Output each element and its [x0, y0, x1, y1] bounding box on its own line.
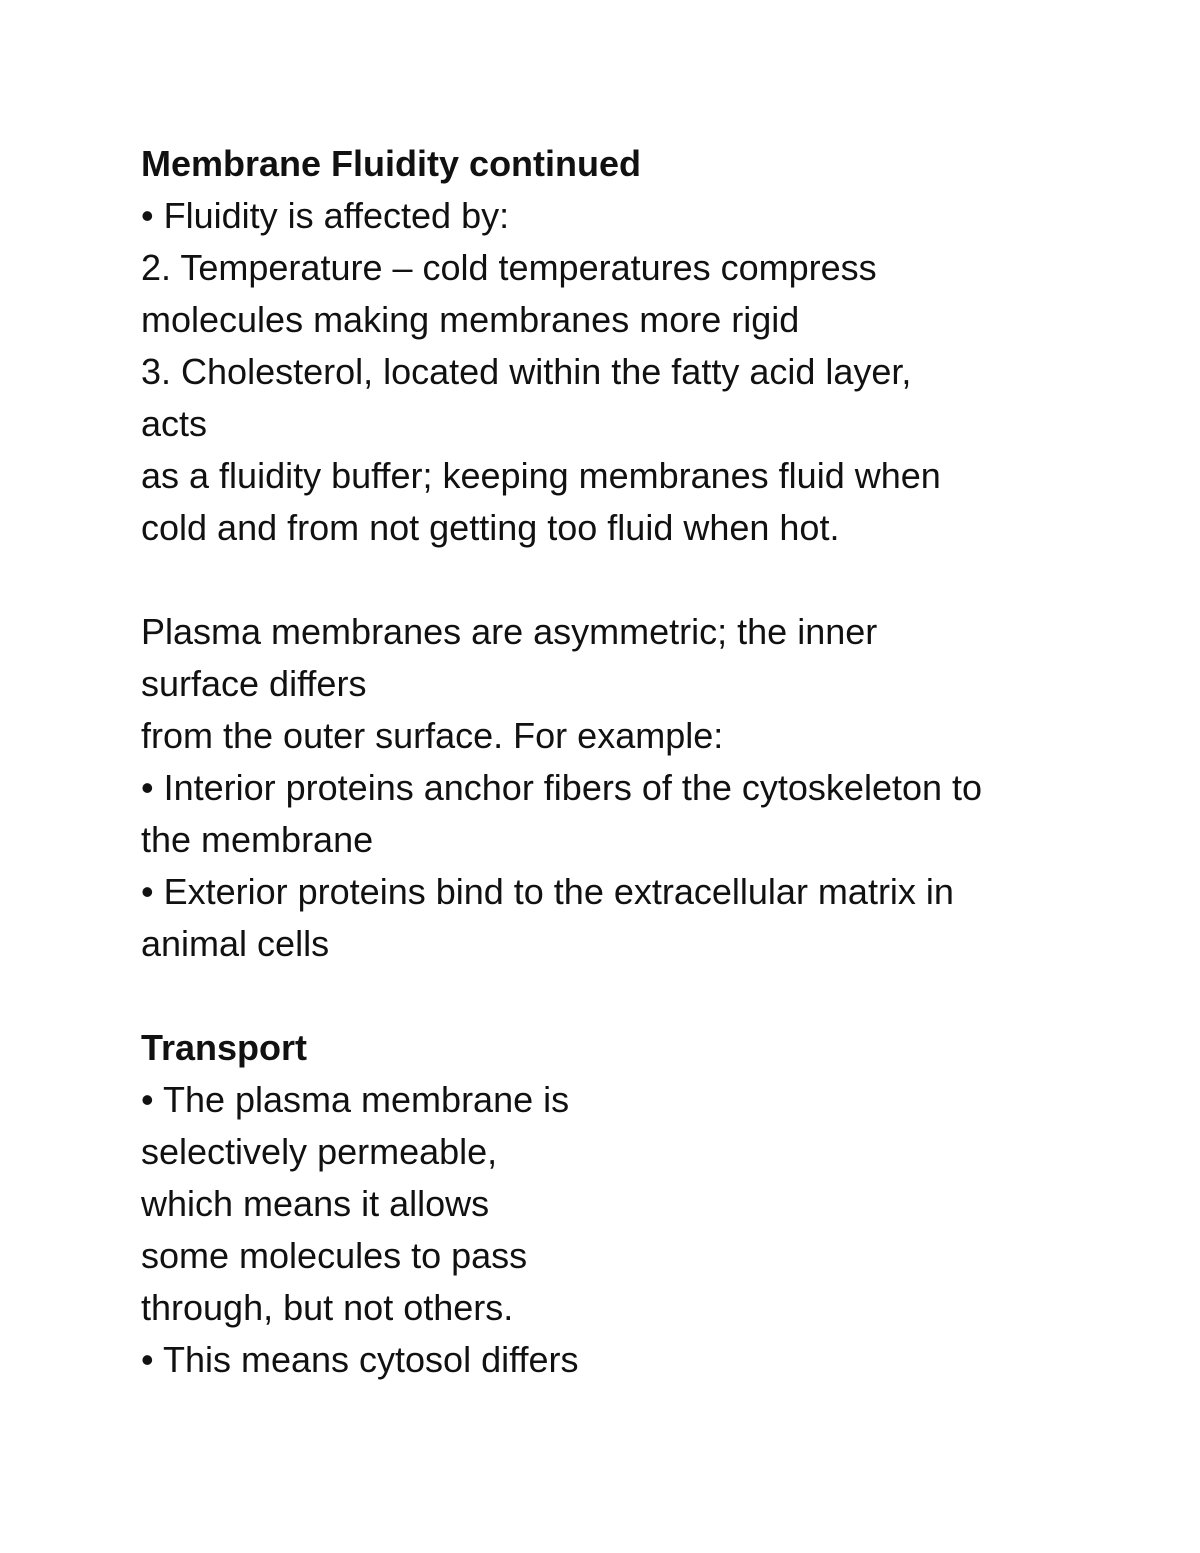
section-heading-membrane-fluidity: Membrane Fluidity continued	[141, 143, 642, 184]
text-line: • The plasma membrane is	[141, 1079, 570, 1120]
text-line: • This means cytosol differs	[141, 1339, 579, 1380]
text-line: 3. Cholesterol, located within the fatty acid layer,	[141, 351, 912, 392]
text-line: through, but not others.	[141, 1287, 514, 1328]
text-line: 2. Temperature – cold temperatures compress	[141, 247, 877, 288]
text-line: the membrane	[141, 819, 374, 860]
text-line: • Fluidity is affected by:	[141, 195, 510, 236]
text-line: acts	[141, 403, 208, 444]
text-line: molecules making membranes more rigid	[141, 299, 800, 340]
text-line: which means it allows	[141, 1183, 490, 1224]
paragraph-spacer	[141, 970, 1141, 1022]
text-line: animal cells	[141, 923, 330, 964]
document-body	[141, 138, 1141, 1386]
text-line: some molecules to pass	[141, 1235, 528, 1276]
text-line: cold and from not getting too fluid when hot.	[141, 507, 840, 548]
section-heading-transport: Transport	[141, 1027, 308, 1068]
text-line: selectively permeable,	[141, 1131, 498, 1172]
paragraph-spacer	[141, 554, 1141, 606]
text-line: Plasma membranes are asymmetric; the inner	[141, 611, 878, 652]
text-line: • Exterior proteins bind to the extracellular matrix in	[141, 871, 954, 912]
text-line: • Interior proteins anchor fibers of the cytoskeleton to	[141, 767, 983, 808]
text-line: from the outer surface. For example:	[141, 715, 724, 756]
text-line: as a fluidity buffer; keeping membranes fluid when	[141, 455, 941, 496]
text-line: surface differs	[141, 663, 367, 704]
